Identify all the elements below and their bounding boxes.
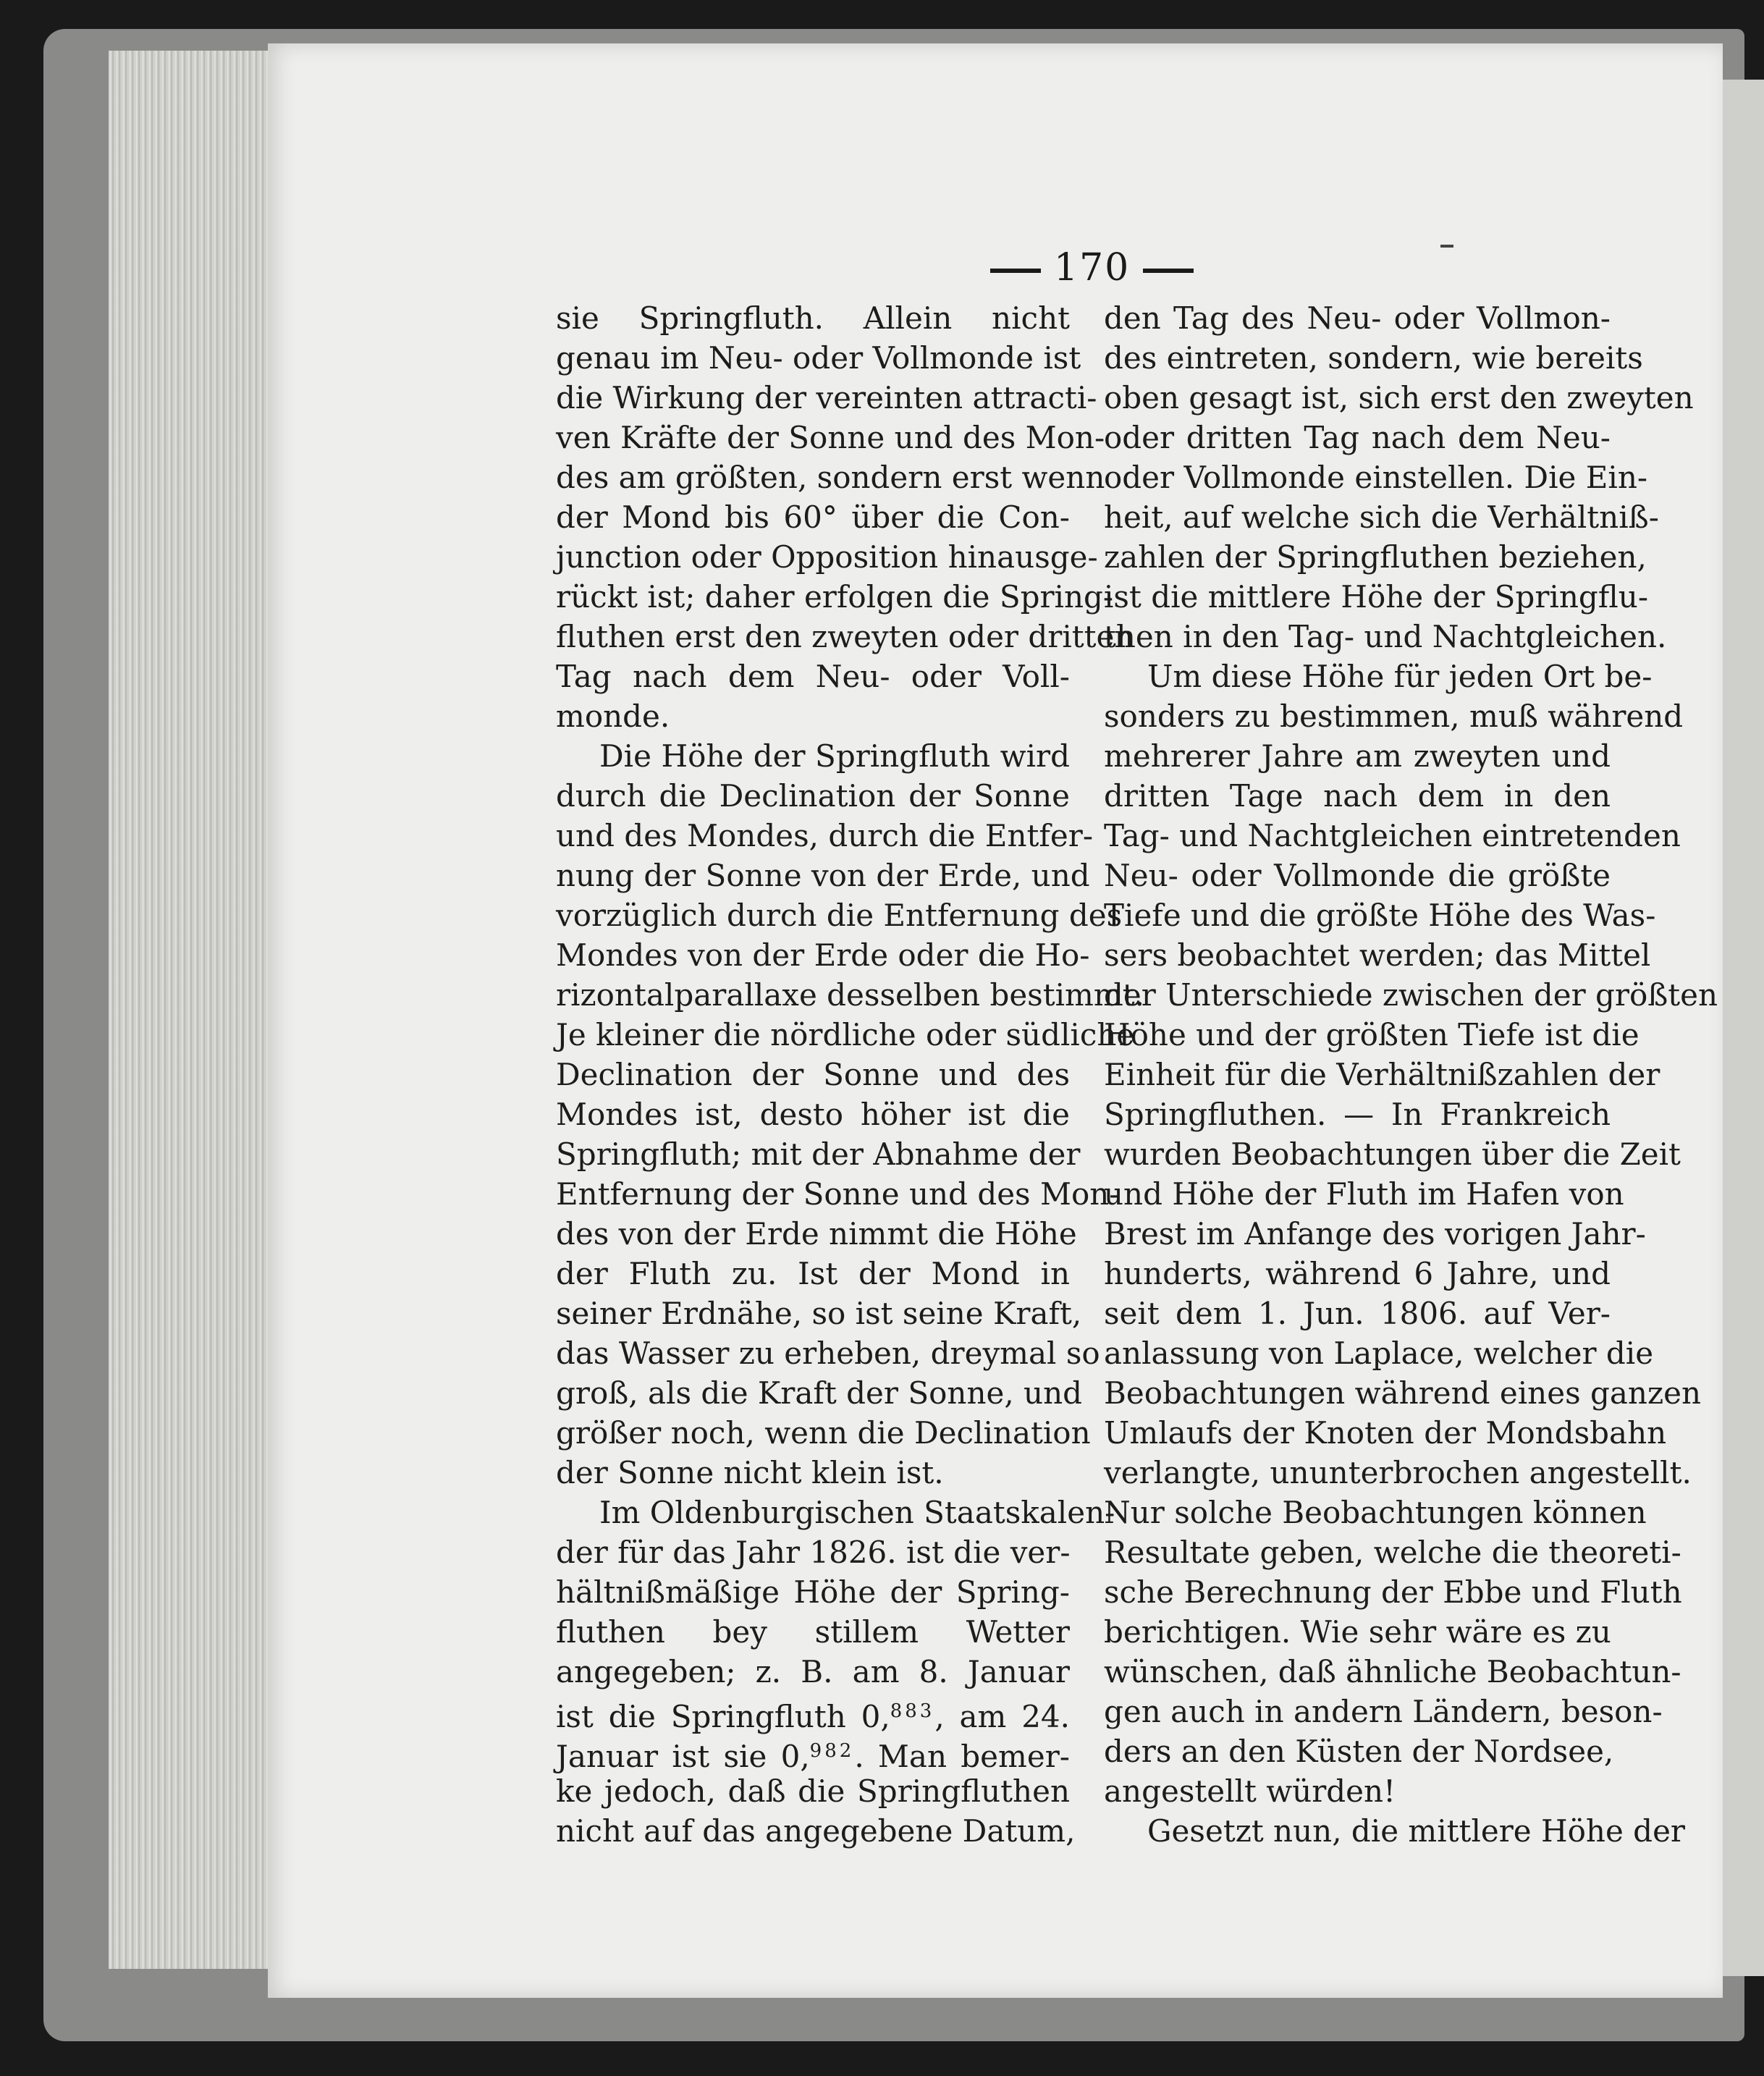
text-line-content: genau im Neu- oder Vollmonde ist (556, 340, 1081, 376)
text-line-content: Resultate geben, welche die theoreti- (1104, 1535, 1681, 1570)
text-line (556, 1055, 1070, 1094)
text-line (556, 1174, 1120, 1214)
header-dash-right (1143, 269, 1194, 273)
text-line-content: und des Mondes, durch die Entfer- (556, 818, 1094, 853)
text-line-content: seiner Erdnähe, so ist seine Kraft, (556, 1296, 1082, 1331)
text-line (1104, 577, 1649, 617)
text-line-content: ist die mittlere Höhe der Springflu- (1104, 579, 1649, 615)
text-line-content: rizontalparallaxe desselben bestimmt. (556, 977, 1144, 1013)
text-line (556, 577, 1114, 617)
header-mark (1440, 245, 1453, 248)
text-line (1104, 776, 1611, 816)
text-line (1104, 1692, 1663, 1731)
text-line-content: oder Vollmonde einstellen. Die Ein- (1104, 460, 1648, 495)
text-line (1104, 418, 1611, 457)
text-line-content: zahlen der Springfluthen beziehen, (1104, 539, 1647, 575)
text-line-content: Springfluth; mit der Abnahme der (556, 1136, 1081, 1172)
right-column (1104, 298, 1718, 1851)
text-line-continuation: . Man bemer- (854, 1739, 1070, 1774)
text-line-content: des eintreten, sondern, wie bereits (1104, 340, 1643, 376)
text-line (556, 776, 1070, 816)
text-line-content: wünschen, daß ähnliche Beobachtun- (1104, 1654, 1681, 1689)
text-line-content: sonders zu bestimmen, muß während (1104, 699, 1684, 734)
text-line-content: oben gesagt ist, sich erst den zweyten (1104, 380, 1694, 415)
text-line (1104, 1413, 1667, 1453)
text-line (1104, 856, 1611, 895)
text-line-content: sche Berechnung der Ebbe und Fluth (1104, 1574, 1682, 1610)
text-line-content: des von der Erde nimmt die Höhe (556, 1216, 1077, 1252)
superscript-decimal: 883 (890, 1700, 935, 1722)
text-line (556, 1134, 1081, 1174)
text-line (1104, 1652, 1681, 1692)
text-line-content: Einheit für die Verhältnißzahlen der (1104, 1057, 1660, 1092)
text-line-content: sie Springfluth. Allein nicht (556, 300, 1070, 336)
text-line (1104, 935, 1651, 975)
text-line (556, 298, 1070, 338)
text-line-content: monde. (556, 699, 670, 734)
text-line (556, 1612, 1070, 1652)
text-line (1104, 537, 1647, 577)
text-line-content: Im Oldenburgischen Staatskalen- (599, 1495, 1115, 1530)
text-line (556, 1254, 1070, 1294)
text-line-content: Tag nach dem Neu- oder Voll- (556, 659, 1070, 694)
text-line-content: mehrerer Jahre am zweyten und (1104, 738, 1611, 774)
text-line (556, 736, 1070, 776)
text-line-content: und Höhe der Fluth im Hafen von (1104, 1176, 1624, 1212)
text-line-content: berichtigen. Wie sehr wäre es zu (1104, 1614, 1611, 1650)
text-line-content: oder dritten Tag nach dem Neu- (1104, 420, 1611, 455)
text-line (556, 338, 1081, 378)
text-line-content: Gesetzt nun, die mittlere Höhe der (1147, 1813, 1685, 1849)
text-line-content: der Unterschiede zwischen der größten (1104, 977, 1718, 1013)
text-line (1104, 657, 1653, 696)
text-line-content: ven Kräfte der Sonne und des Mon- (556, 420, 1105, 455)
text-line-content: nung der Sonne von der Erde, und (556, 858, 1090, 893)
text-line (556, 378, 1097, 418)
text-line (556, 1373, 1083, 1413)
page-edges (109, 51, 277, 1969)
text-line-content: Um diese Höhe für jeden Ort be- (1147, 659, 1653, 694)
text-line-content: angegeben; z. B. am 8. Januar (556, 1654, 1070, 1689)
text-line (1104, 1055, 1660, 1094)
text-line-content: verlangte, ununterbrochen angestellt. (1104, 1455, 1692, 1490)
text-line-content: nicht auf das angegebene Datum, (556, 1813, 1076, 1849)
text-line (556, 1493, 1115, 1532)
text-line-content: Nur solche Beobachtungen können (1104, 1495, 1647, 1530)
text-line (1104, 1094, 1611, 1134)
text-line (1104, 816, 1681, 856)
page-number: 170 (1054, 246, 1131, 290)
text-line-content: gen auch in andern Ländern, beson- (1104, 1694, 1663, 1729)
text-line-content: der Fluth zu. Ist der Mond in (556, 1256, 1070, 1291)
left-column (556, 298, 1144, 1851)
text-line (1104, 1214, 1646, 1254)
text-line (556, 1333, 1100, 1373)
text-line (1104, 1333, 1654, 1373)
text-line (556, 856, 1090, 895)
text-line (1104, 736, 1611, 776)
text-line (1104, 696, 1684, 736)
text-line-content: die Wirkung der vereinten attracti- (556, 380, 1097, 415)
text-line-content: seit dem 1. Jun. 1806. auf Ver- (1104, 1296, 1611, 1331)
text-line-content: junction oder Opposition hinausge- (556, 539, 1098, 575)
text-line (1104, 1771, 1611, 1811)
text-line (1104, 1612, 1611, 1652)
text-line-content: Tag- und Nachtgleichen eintretenden (1104, 818, 1681, 853)
text-line-content: Höhe und der größten Tiefe ist die (1104, 1017, 1639, 1052)
text-line (1104, 1731, 1614, 1771)
text-line-content: Je kleiner die nördliche oder südliche (556, 1017, 1135, 1052)
text-line (556, 895, 1123, 935)
text-line-content: hunderts, während 6 Jahre, und (1104, 1256, 1611, 1291)
text-line-content: Mondes von der Erde oder die Ho- (556, 937, 1090, 973)
text-line (556, 497, 1070, 537)
text-line-content: ke jedoch, daß die Springfluthen (556, 1773, 1070, 1809)
text-line (556, 696, 1070, 736)
text-line-content: das Wasser zu erheben, dreymal so (556, 1336, 1100, 1371)
text-line-content: größer noch, wenn die Declination (556, 1415, 1091, 1451)
text-line (556, 1811, 1076, 1851)
text-line-content: Springfluthen. — In Frankreich (1104, 1097, 1611, 1132)
text-line-content: durch die Declination der Sonne (556, 778, 1070, 814)
text-line (1104, 378, 1694, 418)
text-line (1104, 338, 1643, 378)
text-line-content: Tiefe und die größte Höhe des Was- (1104, 898, 1656, 933)
text-line-content: Mondes ist, desto höher ist die (556, 1097, 1070, 1132)
text-line-content: sers beobachtet werden; das Mittel (1104, 937, 1651, 973)
text-line-content: angestellt würden! (1104, 1773, 1396, 1809)
text-line-content: Neu- oder Vollmonde die größte (1104, 858, 1611, 893)
text-line (1104, 617, 1667, 657)
text-line-content: fluthen bey stillem Wetter (556, 1614, 1070, 1650)
text-line (556, 1413, 1091, 1453)
text-line (556, 1731, 1070, 1774)
text-line (556, 1453, 1070, 1493)
text-line (1104, 1174, 1624, 1214)
text-line (556, 816, 1094, 856)
text-line-content: ders an den Küsten der Nordsee, (1104, 1734, 1614, 1769)
text-line (556, 1214, 1077, 1254)
text-line-content: den Tag des Neu- oder Vollmon- (1104, 300, 1611, 336)
text-line-content: Brest im Anfange des vorigen Jahr- (1104, 1216, 1646, 1252)
text-line-content: des am größten, sondern erst wenn (556, 460, 1105, 495)
text-line-content: Januar ist sie 0, (556, 1739, 810, 1774)
text-line (1104, 1532, 1681, 1572)
page-header (977, 246, 1207, 290)
text-line-content: Beobachtungen während eines ganzen (1104, 1375, 1701, 1411)
text-line-content: then in den Tag- und Nachtgleichen. (1104, 619, 1667, 654)
text-line (556, 1572, 1070, 1612)
text-line-content: ist die Springfluth 0, (556, 1699, 890, 1734)
text-line-content: dritten Tage nach dem in den (1104, 778, 1611, 814)
text-line-content: Die Höhe der Springfluth wird (599, 738, 1070, 774)
text-line-content: der für das Jahr 1826. ist die ver- (556, 1535, 1071, 1570)
text-line-content: der Sonne nicht klein ist. (556, 1455, 944, 1490)
text-line-continuation: , am 24. (934, 1699, 1070, 1734)
text-line-content: anlassung von Laplace, welcher die (1104, 1336, 1654, 1371)
text-line (1104, 1134, 1681, 1174)
text-line (556, 1094, 1070, 1134)
text-line-content: der Mond bis 60° über die Con- (556, 499, 1070, 535)
text-line (1104, 1453, 1692, 1493)
text-line-content: Umlaufs der Knoten der Mondsbahn (1104, 1415, 1667, 1451)
text-line (556, 1652, 1070, 1692)
text-line (1104, 1373, 1701, 1413)
text-line (1104, 975, 1718, 1015)
text-line (556, 1532, 1070, 1572)
text-line-content: rückt ist; daher erfolgen die Spring- (556, 579, 1114, 615)
superscript-decimal: 982 (809, 1740, 855, 1762)
text-line-content: fluthen erst den zweyten oder dritten (556, 619, 1134, 654)
text-line (556, 975, 1144, 1015)
facing-page-edge (1723, 80, 1764, 1976)
text-line-content: hältnißmäßige Höhe der Spring- (556, 1574, 1070, 1610)
text-line (1104, 1254, 1611, 1294)
text-line-content: heit, auf welche sich die Verhältniß- (1104, 499, 1659, 535)
text-line-content: vorzüglich durch die Entfernung des (556, 898, 1123, 933)
text-line (556, 617, 1134, 657)
text-line (1104, 1294, 1611, 1333)
text-line (556, 1771, 1070, 1811)
text-line (556, 1692, 1070, 1734)
text-line (1104, 1493, 1647, 1532)
text-line-content: Declination der Sonne und des (556, 1057, 1070, 1092)
text-line (556, 537, 1098, 577)
text-line-content: wurden Beobachtungen über die Zeit (1104, 1136, 1681, 1172)
text-line (1104, 1015, 1639, 1055)
text-line (1104, 895, 1656, 935)
text-line (1104, 1811, 1685, 1851)
text-line (556, 1015, 1135, 1055)
text-line (1104, 497, 1659, 537)
text-line-content: groß, als die Kraft der Sonne, und (556, 1375, 1083, 1411)
text-line (556, 457, 1105, 497)
header-dash-left (990, 269, 1041, 273)
text-line (1104, 457, 1648, 497)
text-line (1104, 298, 1611, 338)
text-line (556, 935, 1090, 975)
text-line-content: Entfernung der Sonne und des Mon- (556, 1176, 1120, 1212)
text-line (556, 1294, 1082, 1333)
text-line (1104, 1572, 1682, 1612)
text-line (556, 418, 1105, 457)
text-line (556, 657, 1070, 696)
